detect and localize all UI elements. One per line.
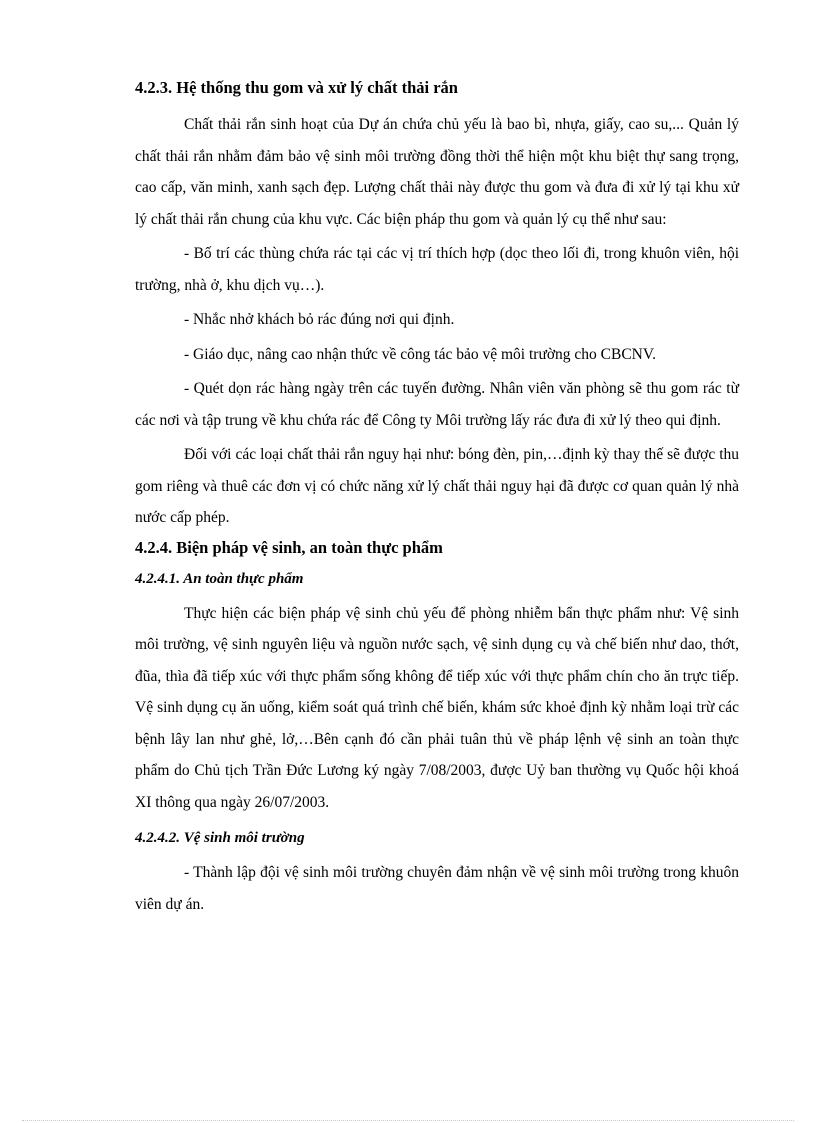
paragraph-food-safety: Thực hiện các biện pháp vệ sinh chủ yếu để phòng nhiễm bẩn thực phẩm như: Vệ sinh môi trường, vệ sinh nguyên liệu và nguồn nước sạch, vệ sinh dụng cụ và chế biến như dao, thớt, đũa, thìa đã tiếp xúc với thực phẩm sống không để tiếp xúc với thực phẩm chín cho ăn trực tiếp. Vệ sinh dụng cụ ăn uống, kiểm soát quá trình chế biến, khám sức khoẻ định kỳ nhằm loại trừ các bệnh lây lan như ghẻ, lở,…Bên cạnh đó cần phải tuân thủ về pháp lệnh vệ sinh an toàn thực phẩm do Chủ tịch Trần Đức Lương ký ngày 7/08/2003, được Uỷ ban thường vụ Quốc hội khoá XI thông qua ngày 26/07/2003. [135,604,739,811]
paragraph-hazardous-waste: Đối với các loại chất thải rắn nguy hại như: bóng đèn, pin,…định kỳ thay thế sẽ được thu gom riêng và thuê các đơn vị có chức năng xử lý chất thải nguy hại đã được cơ quan quản lý nhà nước cấp phép. [135,446,739,526]
paragraph-sanitation-team: - Thành lập đội vệ sinh môi trường chuyên đảm nhận về vệ sinh môi trường trong khuôn viên dự án. [135,864,739,913]
paragraph-remind-guests: - Nhắc nhở khách bỏ rác đúng nơi qui định. [184,311,455,328]
paragraph-staff-education: - Giáo dục, nâng cao nhận thức về công tác bảo vệ môi trường cho CBCNV. [184,345,656,363]
subsection-heading-4-2-4-2: 4.2.4.2. Vệ sinh môi trường [135,830,305,846]
paragraph-solid-waste-intro: Chất thải rắn sinh hoạt của Dự án chứa chủ yếu là bao bì, nhựa, giấy, cao su,... Quản lý chất thải rắn nhằm đảm bảo vệ sinh môi trường đồng thời thể hiện một khu biệt thự sang trọng, cao cấp, văn minh, xanh sạch đẹp. Lượng chất thải này được thu gom và đưa đi xử lý tại khu xử lý chất thải rắn chung của khu vực. Các biện pháp thu gom và quản lý cụ thể như sau: [135,116,739,228]
document-page [135,70,739,920]
paragraph-bin-placement: - Bố trí các thùng chứa rác tại các vị trí thích hợp (dọc theo lối đi, trong khuôn viên, hội trường, nhà ở, khu dịch vụ…). [135,245,739,294]
section-heading-4-2-3: 4.2.3. Hệ thống thu gom và xử lý chất thải rắn [135,78,458,97]
page-bottom-divider [22,1120,794,1121]
paragraph-daily-sweeping: - Quét dọn rác hàng ngày trên các tuyến đường. Nhân viên văn phòng sẽ thu gom rác từ các nơi và tập trung về khu chứa rác để Công ty Môi trường lấy rác đưa đi xử lý theo qui định. [135,380,739,429]
section-heading-4-2-4: 4.2.4. Biện pháp vệ sinh, an toàn thực phẩm [135,537,443,557]
subsection-heading-4-2-4-1: 4.2.4.1. An toàn thực phẩm [135,570,304,587]
